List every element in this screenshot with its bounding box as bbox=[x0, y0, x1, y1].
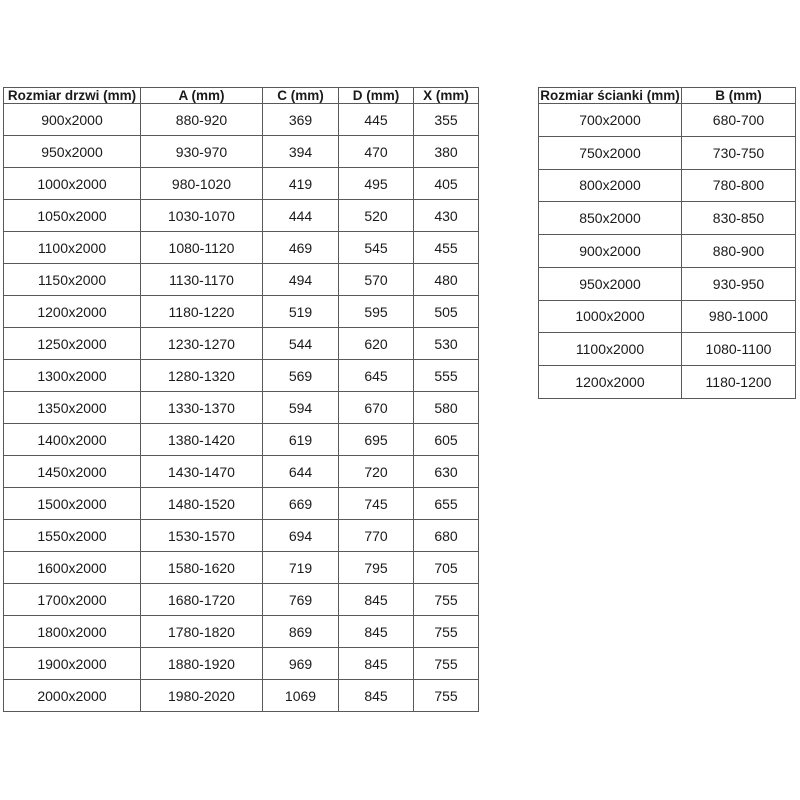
table-row bbox=[539, 136, 796, 169]
table-cell: 745 bbox=[339, 488, 414, 520]
table-cell: 830-850 bbox=[682, 202, 796, 235]
table-cell: 950x2000 bbox=[4, 136, 141, 168]
table-row bbox=[4, 584, 479, 616]
table-cell: 845 bbox=[339, 584, 414, 616]
table-cell: 519 bbox=[263, 296, 339, 328]
table-cell: 520 bbox=[339, 200, 414, 232]
table-cell: 1430-1470 bbox=[141, 456, 263, 488]
table-cell: 1580-1620 bbox=[141, 552, 263, 584]
table-cell: 605 bbox=[414, 424, 479, 456]
table-cell: 1200x2000 bbox=[539, 366, 682, 399]
table-cell: 695 bbox=[339, 424, 414, 456]
table-cell: 655 bbox=[414, 488, 479, 520]
table-cell: 1780-1820 bbox=[141, 616, 263, 648]
table-cell: 880-920 bbox=[141, 104, 263, 136]
table-cell: 1050x2000 bbox=[4, 200, 141, 232]
table-cell: 1450x2000 bbox=[4, 456, 141, 488]
table-cell: 730-750 bbox=[682, 136, 796, 169]
table-row bbox=[4, 136, 479, 168]
table-cell: 1900x2000 bbox=[4, 648, 141, 680]
table-cell: 769 bbox=[263, 584, 339, 616]
table-row bbox=[4, 424, 479, 456]
table-row bbox=[4, 296, 479, 328]
table-row bbox=[539, 202, 796, 235]
table-row bbox=[539, 333, 796, 366]
table-row bbox=[4, 104, 479, 136]
table-cell: 869 bbox=[263, 616, 339, 648]
table-cell: 1880-1920 bbox=[141, 648, 263, 680]
table-cell: 1030-1070 bbox=[141, 200, 263, 232]
table-cell: 1680-1720 bbox=[141, 584, 263, 616]
table-cell: 900x2000 bbox=[539, 235, 682, 268]
table-cell: 1130-1170 bbox=[141, 264, 263, 296]
table-cell: 1180-1220 bbox=[141, 296, 263, 328]
table-cell: 1380-1420 bbox=[141, 424, 263, 456]
table-cell: 680 bbox=[414, 520, 479, 552]
table-cell: 470 bbox=[339, 136, 414, 168]
table-cell: 355 bbox=[414, 104, 479, 136]
table-cell: 770 bbox=[339, 520, 414, 552]
table-cell: 530 bbox=[414, 328, 479, 360]
table-cell: 680-700 bbox=[682, 104, 796, 137]
table-cell: 569 bbox=[263, 360, 339, 392]
table-row bbox=[4, 264, 479, 296]
table-cell: 619 bbox=[263, 424, 339, 456]
table-cell: 845 bbox=[339, 680, 414, 712]
column-header: X (mm) bbox=[414, 88, 479, 104]
table-row bbox=[4, 392, 479, 424]
table-cell: 719 bbox=[263, 552, 339, 584]
table-row bbox=[4, 520, 479, 552]
table-row bbox=[4, 648, 479, 680]
column-header: Rozmiar ścianki (mm) bbox=[540, 88, 680, 103]
table-cell: 555 bbox=[414, 360, 479, 392]
table-cell: 700x2000 bbox=[539, 104, 682, 137]
table-row bbox=[539, 300, 796, 333]
table-cell: 755 bbox=[414, 648, 479, 680]
table-cell: 1700x2000 bbox=[4, 584, 141, 616]
column-header: B (mm) bbox=[682, 88, 796, 104]
table-cell: 1300x2000 bbox=[4, 360, 141, 392]
table-cell: 1100x2000 bbox=[4, 232, 141, 264]
column-header: C (mm) bbox=[263, 88, 339, 104]
table-cell: 795 bbox=[339, 552, 414, 584]
header-row bbox=[539, 88, 796, 104]
table-cell: 595 bbox=[339, 296, 414, 328]
table-cell: 545 bbox=[339, 232, 414, 264]
table-cell: 669 bbox=[263, 488, 339, 520]
door-sizes-table bbox=[3, 87, 479, 712]
column-header: Rozmiar drzwi (mm) bbox=[4, 88, 141, 104]
table-cell: 469 bbox=[263, 232, 339, 264]
table-cell: 755 bbox=[414, 584, 479, 616]
table-cell: 780-800 bbox=[682, 169, 796, 202]
table-cell: 544 bbox=[263, 328, 339, 360]
table-cell: 380 bbox=[414, 136, 479, 168]
table-cell: 1100x2000 bbox=[539, 333, 682, 366]
table-cell: 1080-1100 bbox=[682, 333, 796, 366]
table-cell: 1150x2000 bbox=[4, 264, 141, 296]
table-cell: 900x2000 bbox=[4, 104, 141, 136]
table-cell: 1230-1270 bbox=[141, 328, 263, 360]
table-cell: 594 bbox=[263, 392, 339, 424]
table-row bbox=[4, 200, 479, 232]
table-cell: 755 bbox=[414, 680, 479, 712]
table-row bbox=[539, 169, 796, 202]
table-cell: 419 bbox=[263, 168, 339, 200]
table-cell: 1350x2000 bbox=[4, 392, 141, 424]
table-cell: 705 bbox=[414, 552, 479, 584]
table-cell: 850x2000 bbox=[539, 202, 682, 235]
table-cell: 405 bbox=[414, 168, 479, 200]
table-cell: 455 bbox=[414, 232, 479, 264]
table-cell: 480 bbox=[414, 264, 479, 296]
table-cell: 930-950 bbox=[682, 267, 796, 300]
column-header: A (mm) bbox=[141, 88, 263, 104]
table-cell: 950x2000 bbox=[539, 267, 682, 300]
table-cell: 430 bbox=[414, 200, 479, 232]
table-cell: 645 bbox=[339, 360, 414, 392]
table-cell: 880-900 bbox=[682, 235, 796, 268]
table-cell: 1250x2000 bbox=[4, 328, 141, 360]
table-cell: 505 bbox=[414, 296, 479, 328]
table-row bbox=[4, 168, 479, 200]
table-row bbox=[4, 232, 479, 264]
header-row bbox=[4, 88, 479, 104]
table-cell: 494 bbox=[263, 264, 339, 296]
table-cell: 670 bbox=[339, 392, 414, 424]
table-row bbox=[539, 267, 796, 300]
table-cell: 1080-1120 bbox=[141, 232, 263, 264]
table-cell: 1000x2000 bbox=[4, 168, 141, 200]
wall-sizes-table bbox=[538, 87, 796, 399]
table-cell: 1480-1520 bbox=[141, 488, 263, 520]
table-cell: 1180-1200 bbox=[682, 366, 796, 399]
table-cell: 1000x2000 bbox=[539, 300, 682, 333]
table-cell: 2000x2000 bbox=[4, 680, 141, 712]
column-header: D (mm) bbox=[339, 88, 414, 104]
table-row bbox=[539, 235, 796, 268]
table-cell: 969 bbox=[263, 648, 339, 680]
table-cell: 1330-1370 bbox=[141, 392, 263, 424]
table-cell: 495 bbox=[339, 168, 414, 200]
table-cell: 394 bbox=[263, 136, 339, 168]
table-cell: 369 bbox=[263, 104, 339, 136]
table-cell: 580 bbox=[414, 392, 479, 424]
table-row bbox=[4, 328, 479, 360]
table-cell: 445 bbox=[339, 104, 414, 136]
table-row bbox=[4, 680, 479, 712]
table-cell: 845 bbox=[339, 648, 414, 680]
table-row bbox=[4, 616, 479, 648]
table-cell: 1980-2020 bbox=[141, 680, 263, 712]
table-cell: 444 bbox=[263, 200, 339, 232]
table-cell: 845 bbox=[339, 616, 414, 648]
table-cell: 755 bbox=[414, 616, 479, 648]
table-cell: 800x2000 bbox=[539, 169, 682, 202]
table-cell: 1069 bbox=[263, 680, 339, 712]
table-cell: 1200x2000 bbox=[4, 296, 141, 328]
table-cell: 694 bbox=[263, 520, 339, 552]
table-cell: 980-1020 bbox=[141, 168, 263, 200]
table-cell: 644 bbox=[263, 456, 339, 488]
table-row bbox=[4, 552, 479, 584]
table-row bbox=[539, 366, 796, 399]
table-cell: 1600x2000 bbox=[4, 552, 141, 584]
table-cell: 1500x2000 bbox=[4, 488, 141, 520]
table-cell: 630 bbox=[414, 456, 479, 488]
table-cell: 980-1000 bbox=[682, 300, 796, 333]
table-cell: 1530-1570 bbox=[141, 520, 263, 552]
table-cell: 570 bbox=[339, 264, 414, 296]
table-row bbox=[4, 456, 479, 488]
table-cell: 1550x2000 bbox=[4, 520, 141, 552]
table-cell: 1400x2000 bbox=[4, 424, 141, 456]
table-cell: 720 bbox=[339, 456, 414, 488]
table-row bbox=[4, 488, 479, 520]
table-row bbox=[539, 104, 796, 137]
table-cell: 620 bbox=[339, 328, 414, 360]
table-cell: 1280-1320 bbox=[141, 360, 263, 392]
table-cell: 750x2000 bbox=[539, 136, 682, 169]
table-cell: 930-970 bbox=[141, 136, 263, 168]
table-cell: 1800x2000 bbox=[4, 616, 141, 648]
table-row bbox=[4, 360, 479, 392]
